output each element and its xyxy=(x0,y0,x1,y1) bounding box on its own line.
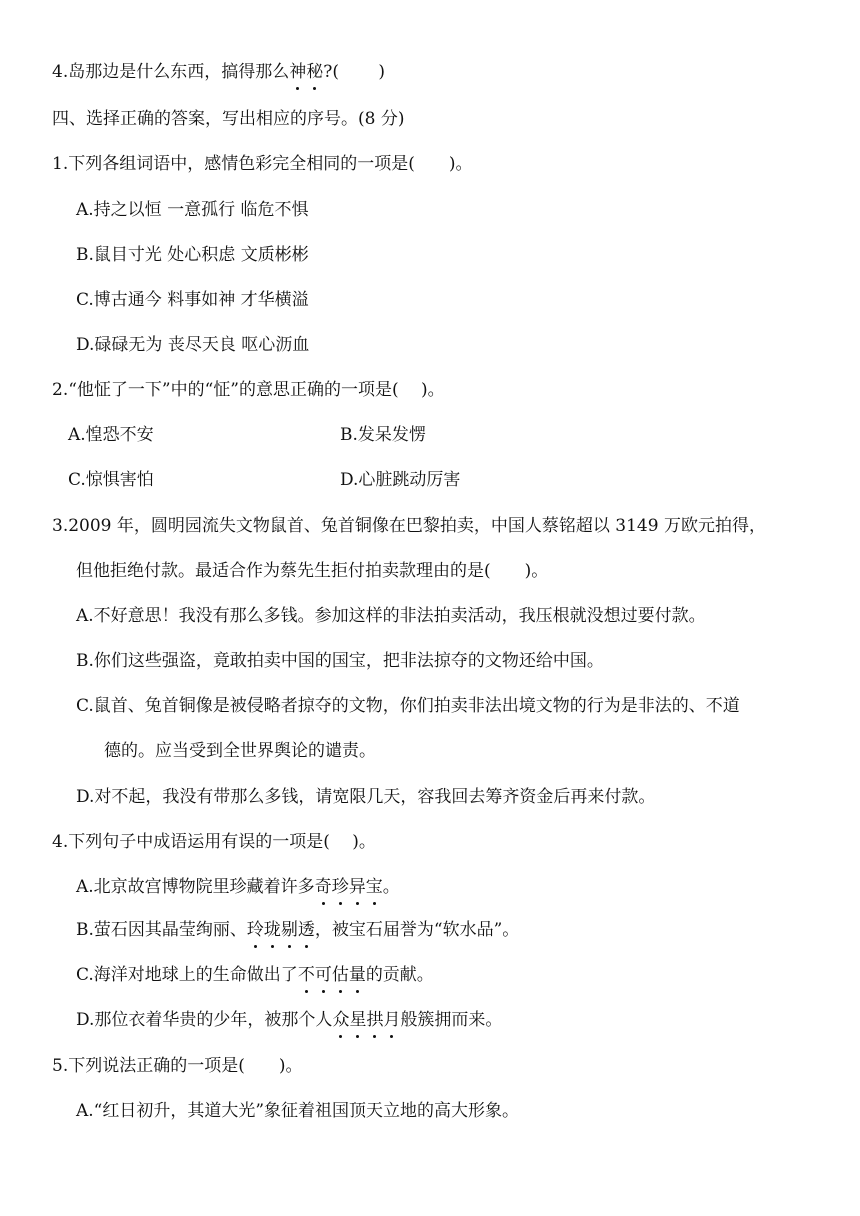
question-4-stem: 4.下列句子中成语运用有误的一项是( )。 xyxy=(52,832,376,852)
question-2-option-b: B.发呆发愣 xyxy=(340,425,426,445)
question-4-option-a-emph-3: 异 xyxy=(348,877,366,897)
question-4-option-b-emph-4: 透 xyxy=(297,920,315,940)
question-5-stem: 5.下列说法正确的一项是( )。 xyxy=(52,1056,303,1076)
question-4-option-c-emph-1: 不 xyxy=(297,965,315,985)
question-5-option-a: A.“红日初升，其道大光”象征着祖国顶天立地的高大形象。 xyxy=(76,1101,520,1121)
question-4-option-a xyxy=(76,875,400,899)
question-3-option-d: D.对不起，我没有带那么多钱，请宽限几天，容我回去筹齐资金后再来付款。 xyxy=(76,787,656,807)
question-3-stem-line-1: 3.2009 年，圆明园流失文物鼠首、兔首铜像在巴黎拍卖，中国人蔡铭超以 3149 万欧元拍得， xyxy=(52,516,766,536)
question-4-option-b-emph-3: 剔 xyxy=(280,920,298,940)
question-4-option-a-emph-2: 珍 xyxy=(331,877,349,897)
question-3-option-c-line-2: 德的。应当受到全世界舆论的谴责。 xyxy=(104,741,376,761)
question-4-option-b-emph-1: 玲 xyxy=(246,920,264,940)
question-3-option-a: A.不好意思！我没有那么多钱。参加这样的非法拍卖活动，我压根就没想过要付款。 xyxy=(76,606,706,626)
question-4-option-a-emph-4: 宝 xyxy=(365,877,383,897)
question-4-option-d-emph-4: 月 xyxy=(383,1010,401,1030)
question-4-option-b xyxy=(76,918,519,942)
q-prev-4-suffix: ?( ) xyxy=(323,62,386,82)
question-4-option-a-prefix: A.北京故宫博物院里珍藏着许多 xyxy=(76,877,315,897)
question-1-option-a: A.持之以恒 一意孤行 临危不惧 xyxy=(76,200,309,220)
question-4-option-d-emph-1: 众 xyxy=(332,1010,350,1030)
question-4-option-b-suffix: ，被宝石届誉为“软水品”。 xyxy=(314,920,520,940)
q-prev-4 xyxy=(52,60,385,84)
question-4-option-d-prefix: D.那位衣着华贵的少年，被那个人 xyxy=(76,1010,333,1030)
question-4-option-d-suffix: 般簇拥而来。 xyxy=(400,1010,503,1030)
question-4-option-c-suffix: 的贡献。 xyxy=(365,965,434,985)
question-1-stem: 1.下列各组词语中，感情色彩完全相同的一项是( )。 xyxy=(52,154,473,174)
question-4-option-a-suffix: 。 xyxy=(382,877,400,897)
question-1-option-b: B.鼠目寸光 处心积虑 文质彬彬 xyxy=(76,245,309,265)
question-1-option-d: D.碌碌无为 丧尽天良 呕心沥血 xyxy=(76,335,310,355)
question-4-option-d-emph-2: 星 xyxy=(349,1010,367,1030)
question-1-option-c: C.博古通今 料事如神 才华横溢 xyxy=(76,290,309,310)
section-4-title: 四、选择正确的答案，写出相应的序号。(8 分) xyxy=(52,109,405,129)
question-3-stem-line-2: 但他拒绝付款。最适合作为蔡先生拒付拍卖款理由的是( )。 xyxy=(76,561,549,581)
q-prev-4-emph-1: 神 xyxy=(289,62,307,82)
question-4-option-a-emph-1: 奇 xyxy=(314,877,332,897)
question-3-option-c-line-1: C.鼠首、兔首铜像是被侵略者掠夺的文物，你们拍卖非法出境文物的行为是非法的、不道 xyxy=(76,696,740,716)
question-2-option-d: D.心脏跳动厉害 xyxy=(340,470,461,490)
question-4-option-c-prefix: C.海洋对地球上的生命做出了 xyxy=(76,965,298,985)
question-4-option-c-emph-4: 量 xyxy=(348,965,366,985)
question-4-option-b-prefix: B.萤石因其晶莹绚丽、 xyxy=(76,920,247,940)
question-4-option-b-emph-2: 珑 xyxy=(263,920,281,940)
question-4-option-c-emph-2: 可 xyxy=(314,965,332,985)
question-4-option-c xyxy=(76,963,434,987)
q-prev-4-emph-2: 秘 xyxy=(306,62,324,82)
question-2-option-c: C.惊惧害怕 xyxy=(68,470,154,490)
question-4-option-d xyxy=(76,1008,502,1032)
question-2-stem: 2.“他怔了一下”中的“怔”的意思正确的一项是( )。 xyxy=(52,380,445,400)
question-4-option-d-emph-3: 拱 xyxy=(366,1010,384,1030)
q-prev-4-prefix: 4.岛那边是什么东西，搞得那么 xyxy=(52,62,290,82)
question-3-option-b: B.你们这些强盗，竟敢拍卖中国的国宝，把非法掠夺的文物还给中国。 xyxy=(76,651,604,671)
question-2-option-a: A.惶恐不安 xyxy=(68,425,154,445)
question-4-option-c-emph-3: 估 xyxy=(331,965,349,985)
